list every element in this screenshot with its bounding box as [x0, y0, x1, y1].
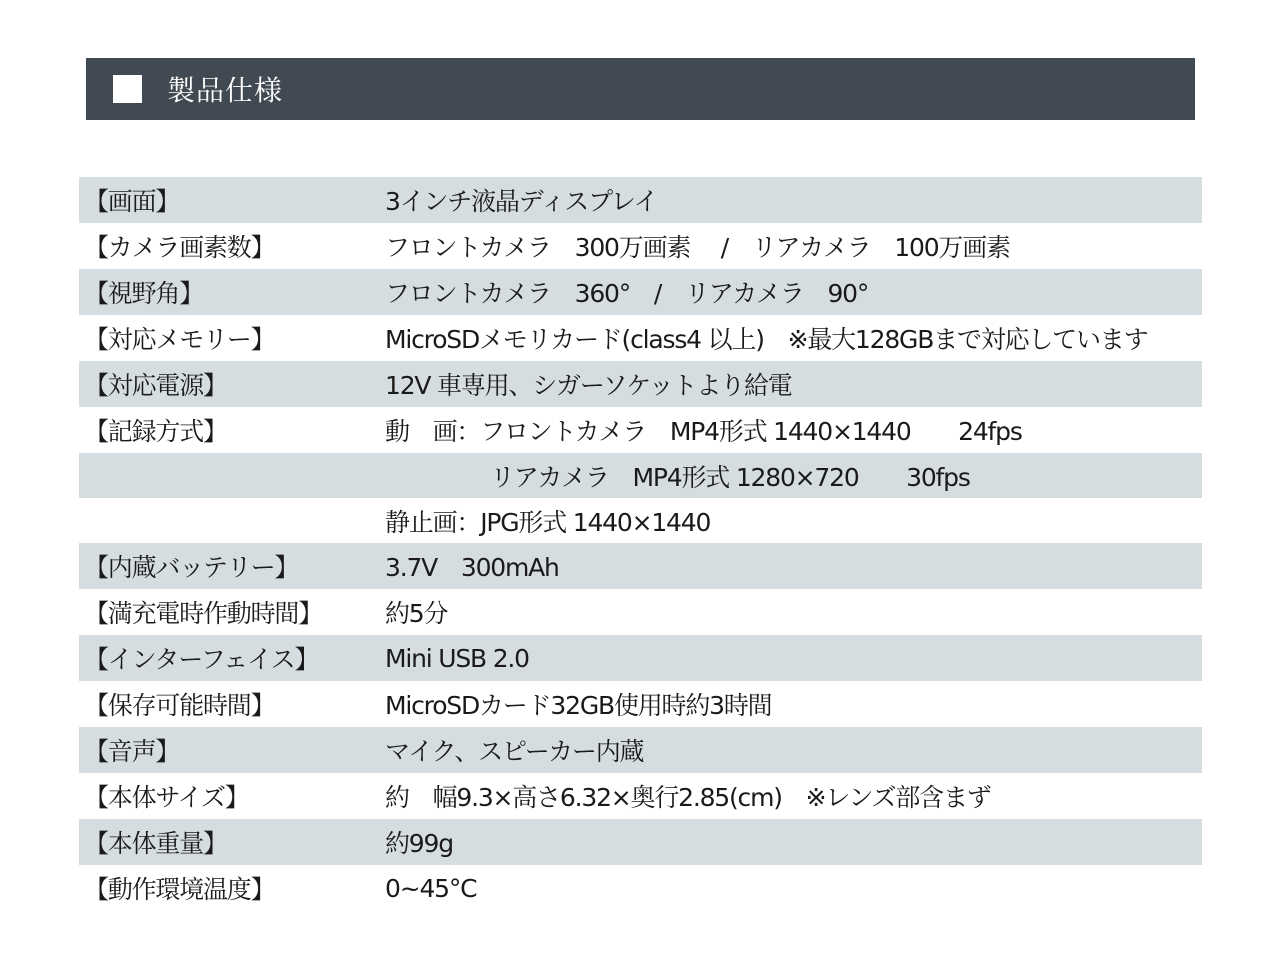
spec-label: 【本体重量】 — [84, 829, 227, 858]
spec-row-power — [79, 361, 1202, 407]
spec-value: 静止画：JPG形式 1440×1440 — [385, 507, 711, 537]
spec-label: 【動作環境温度】 — [84, 875, 275, 904]
spec-row-temperature — [79, 865, 1202, 911]
spec-label: 【音声】 — [84, 737, 180, 766]
spec-label: 【対応メモリー】 — [84, 325, 275, 354]
spec-value: リアカメラ MP4形式 1280×720 30fps — [490, 462, 970, 492]
spec-row-runtime — [79, 589, 1202, 635]
spec-value: 約5分 — [385, 599, 448, 628]
section-title: 製品仕様 — [167, 74, 284, 107]
spec-row-recording-format — [79, 407, 1202, 453]
spec-row-view-angle — [79, 269, 1202, 315]
spec-row-screen — [79, 177, 1202, 223]
spec-label: 【本体サイズ】 — [84, 783, 249, 812]
spec-label: 【カメラ画素数】 — [84, 233, 275, 262]
spec-row-camera-pixels — [79, 223, 1202, 269]
spec-value: 動 画：フロントカメラ MP4形式 1440×1440 24fps — [385, 417, 1022, 446]
spec-value: フロントカメラ 360° / リアカメラ 90° — [385, 279, 869, 308]
spec-label: 【視野角】 — [84, 279, 204, 308]
spec-value: 約 幅9.3×高さ6.32×奥行2.85(cm) ※レンズ部含まず — [385, 783, 991, 812]
spec-value: 3.7V 300mAh — [385, 553, 559, 582]
spec-value: 3インチ液晶ディスプレイ — [385, 187, 658, 216]
spec-label: 【記録方式】 — [84, 417, 227, 446]
spec-label: 【保存可能時間】 — [84, 691, 275, 720]
spec-header-bar — [86, 58, 1195, 120]
spec-value: マイク、スピーカー内蔵 — [385, 737, 644, 766]
square-bullet-icon — [113, 75, 142, 103]
spec-label: 【対応電源】 — [84, 371, 227, 400]
spec-value: Mini USB 2.0 — [385, 643, 529, 673]
spec-value: 0~45°C — [385, 873, 477, 903]
spec-row-storage-time — [79, 681, 1202, 727]
spec-value: 約99g — [385, 829, 453, 858]
spec-label: 【インターフェイス】 — [84, 645, 319, 674]
spec-label: 【内蔵バッテリー】 — [84, 553, 299, 582]
spec-row-recording-still — [79, 498, 1202, 543]
spec-row-battery — [79, 543, 1202, 589]
spec-row-interface — [79, 635, 1202, 681]
spec-row-body-size — [79, 773, 1202, 819]
spec-label: 【画面】 — [84, 187, 180, 216]
spec-table — [79, 177, 1202, 911]
spec-row-weight — [79, 819, 1202, 865]
spec-row-memory — [79, 315, 1202, 361]
spec-label: 【満充電時作動時間】 — [84, 599, 323, 628]
spec-value: MicroSDメモリカード(class4 以上) ※最大128GBまで対応しています — [385, 325, 1148, 354]
spec-value: 12V 車専用、シガーソケットより給電 — [385, 371, 792, 400]
spec-row-recording-rear — [79, 453, 1202, 498]
spec-value: MicroSDカード32GB使用時約3時間 — [385, 691, 772, 720]
spec-value: フロントカメラ 300万画素 / リアカメラ 100万画素 — [385, 233, 1010, 262]
spec-row-audio — [79, 727, 1202, 773]
